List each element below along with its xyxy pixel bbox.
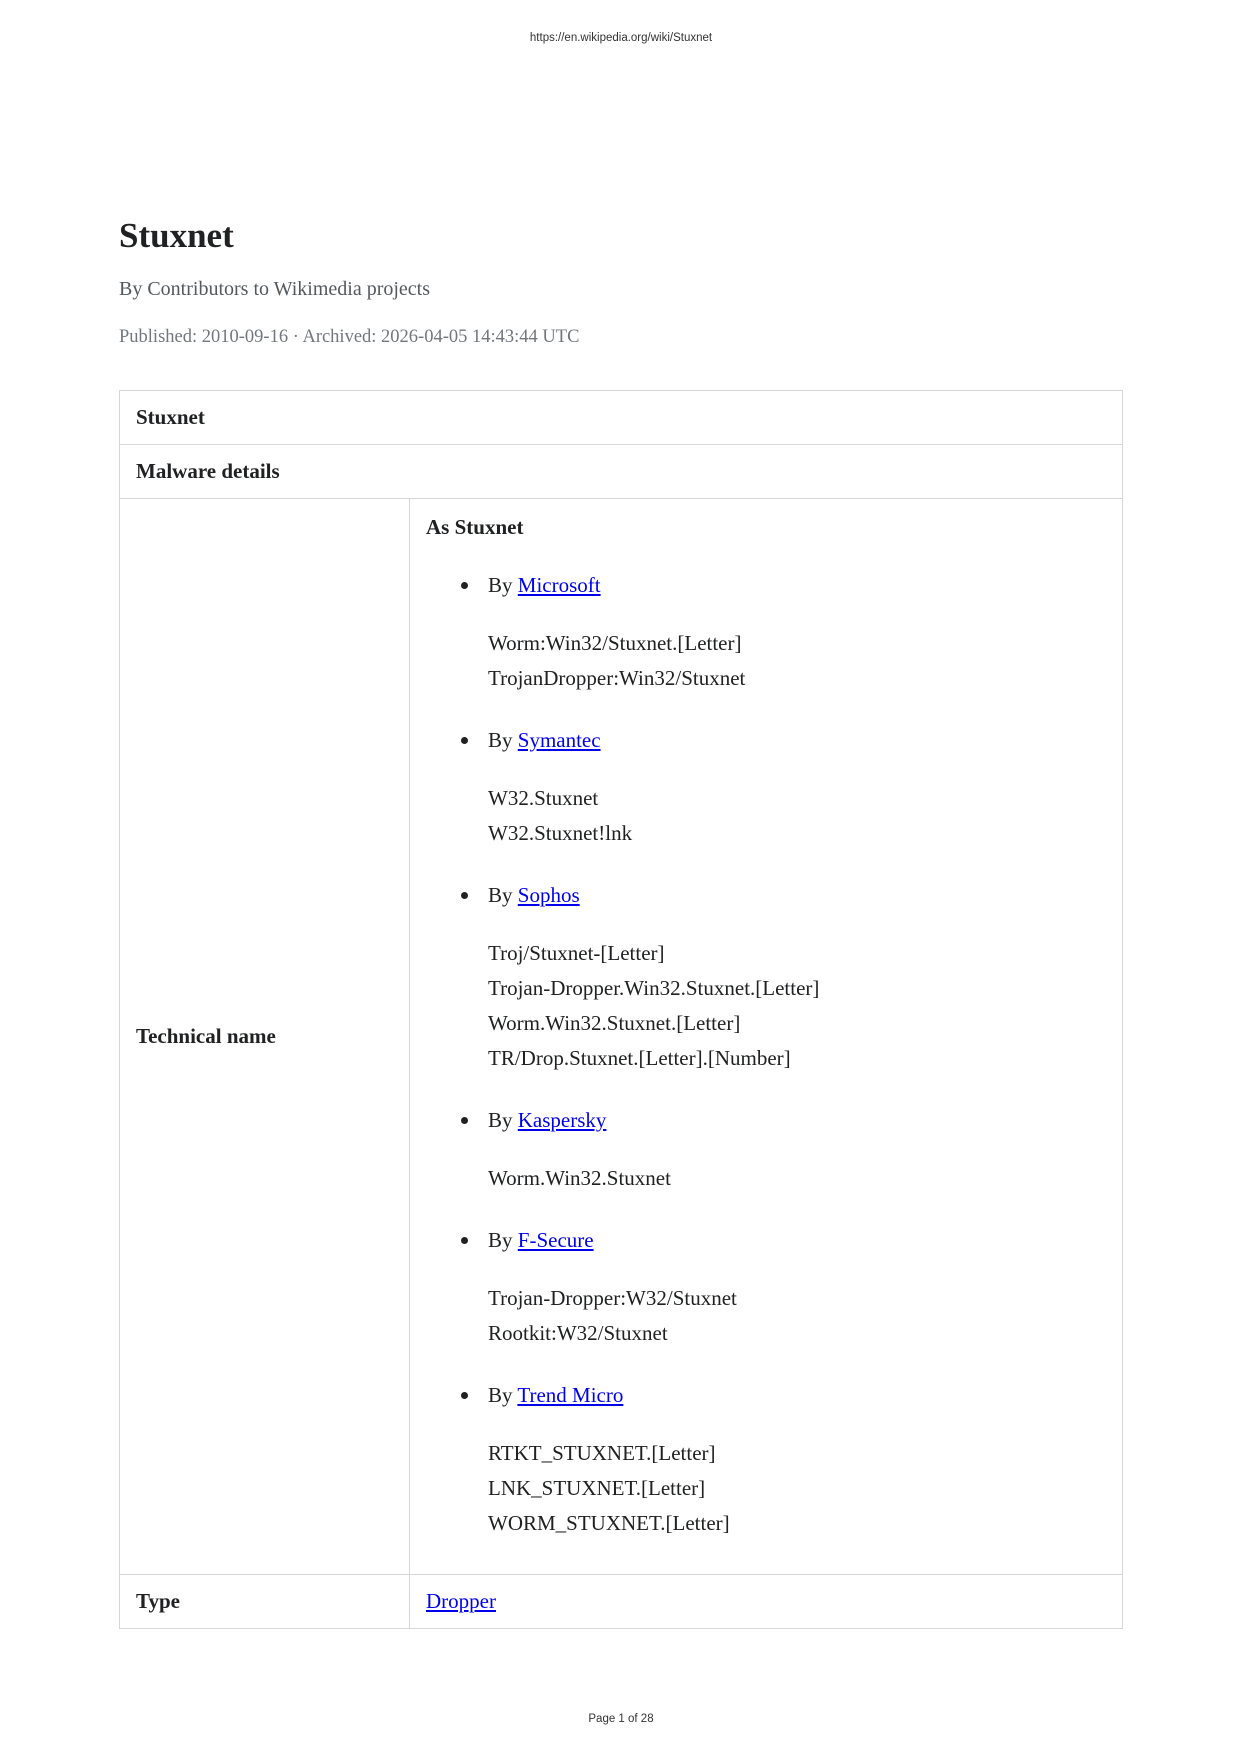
detection-names	[488, 936, 1106, 1076]
vendor-link[interactable]: Symantec	[517, 728, 601, 752]
page-title: Stuxnet	[119, 216, 234, 255]
detection-name: Trojan-Dropper.Win32.Stuxnet.[Letter]	[488, 976, 820, 1000]
detection-name: Worm.Win32.Stuxnet	[488, 1166, 671, 1190]
bullet-icon	[461, 582, 468, 589]
detection-names	[488, 1161, 1106, 1196]
detection-names	[488, 1281, 1106, 1351]
detection-name: W32.Stuxnet!lnk	[488, 821, 633, 845]
detection-name: W32.Stuxnet	[488, 786, 599, 810]
vendor-link[interactable]: Microsoft	[517, 573, 601, 597]
publication-dates: Published: 2010-09-16 · Archived: 2026-04-05 14:43:44 UTC	[119, 327, 580, 347]
detection-name: TR/Drop.Stuxnet.[Letter].[Number]	[488, 1046, 791, 1070]
by-prefix: By	[488, 1108, 513, 1132]
vendor-item-kaspersky	[426, 1106, 1106, 1196]
vendor-link[interactable]: Sophos	[517, 883, 580, 907]
dropper-link[interactable]: Dropper	[426, 1589, 496, 1613]
technical-name-row	[120, 499, 1123, 1575]
page-header-url: https://en.wikipedia.org/wiki/Stuxnet	[529, 32, 713, 44]
type-value	[410, 1575, 1123, 1629]
type-label: Type	[120, 1575, 410, 1629]
type-row	[120, 1575, 1123, 1629]
vendor-item-trend-micro	[426, 1381, 1106, 1541]
by-prefix: By	[488, 573, 513, 597]
detection-names	[488, 781, 1106, 851]
vendor-line	[488, 726, 1106, 754]
vendor-line	[488, 1381, 1106, 1409]
vendor-list	[426, 571, 1106, 1541]
detection-names	[488, 626, 1106, 696]
vendor-line	[488, 881, 1106, 909]
as-stuxnet-heading: As Stuxnet	[426, 515, 524, 539]
detection-name: WORM_STUXNET.[Letter]	[488, 1511, 730, 1535]
detection-name: Worm.Win32.Stuxnet.[Letter]	[488, 1011, 741, 1035]
infobox-section-heading: Malware details	[120, 445, 1123, 499]
vendor-link[interactable]: Kaspersky	[517, 1108, 607, 1132]
detection-name: Rootkit:W32/Stuxnet	[488, 1321, 668, 1345]
detection-name: Troj/Stuxnet-[Letter]	[488, 941, 665, 965]
vendor-item-sophos	[426, 881, 1106, 1076]
vendor-item-symantec	[426, 726, 1106, 851]
by-prefix: By	[488, 883, 513, 907]
infobox-section-row	[120, 445, 1123, 499]
vendor-item-microsoft	[426, 571, 1106, 696]
bullet-icon	[461, 1117, 468, 1124]
detection-name: LNK_STUXNET.[Letter]	[488, 1476, 706, 1500]
bullet-icon	[461, 737, 468, 744]
infobox-table	[119, 390, 1123, 1629]
by-prefix: By	[488, 1228, 513, 1252]
vendor-item-f-secure	[426, 1226, 1106, 1351]
bullet-icon	[461, 892, 468, 899]
bullet-icon	[461, 1237, 468, 1244]
page-footer: Page 1 of 28	[588, 1713, 654, 1725]
vendor-link[interactable]: Trend Micro	[517, 1383, 624, 1407]
byline: By Contributors to Wikimedia projects	[119, 278, 431, 300]
vendor-line	[488, 1106, 1106, 1134]
detection-name: Worm:Win32/Stuxnet.[Letter]	[488, 631, 742, 655]
infobox-title-row	[120, 391, 1123, 445]
detection-name: RTKT_STUXNET.[Letter]	[488, 1441, 716, 1465]
technical-name-value	[410, 499, 1123, 1575]
technical-name-label: Technical name	[120, 499, 410, 1575]
bullet-icon	[461, 1392, 468, 1399]
by-prefix: By	[488, 1383, 513, 1407]
infobox-title: Stuxnet	[120, 391, 1123, 445]
vendor-link[interactable]: F-Secure	[517, 1228, 594, 1252]
detection-names	[488, 1436, 1106, 1541]
by-prefix: By	[488, 728, 513, 752]
detection-name: TrojanDropper:Win32/Stuxnet	[488, 666, 746, 690]
detection-name: Trojan-Dropper:W32/Stuxnet	[488, 1286, 737, 1310]
vendor-line	[488, 1226, 1106, 1254]
article-header	[119, 208, 1123, 350]
vendor-line	[488, 571, 1106, 599]
